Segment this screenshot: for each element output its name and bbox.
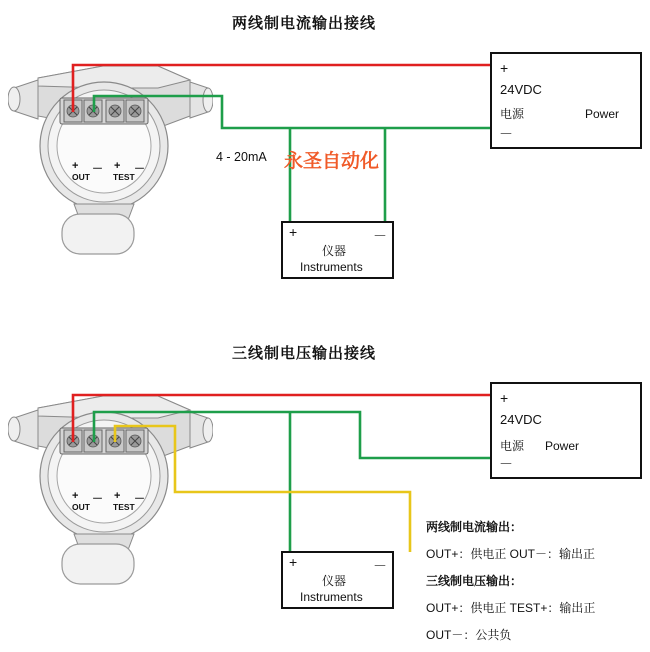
power-minus-three-wire: － [499, 456, 513, 472]
test-label-two-wire: TEST [113, 172, 135, 182]
test-label-three-wire: TEST [113, 502, 135, 512]
terminal-mark-5: + [72, 490, 79, 502]
legend-line-1: 两线制电流输出： [426, 520, 523, 534]
instrument-en-two-wire: Instruments [300, 260, 363, 274]
out-label-two-wire: OUT [72, 172, 90, 182]
legend-line-4: OUT+：供电正 TEST+：输出正 [426, 601, 596, 615]
instrument-plus-two-wire: + [289, 224, 298, 240]
watermark-text: 永圣自动化 [284, 151, 380, 172]
power-plus-two-wire: + [500, 60, 509, 76]
power-plus-three-wire: + [500, 390, 509, 406]
terminal-mark-7: + [114, 490, 121, 502]
terminal-mark-3: + [114, 160, 121, 172]
instrument-cn-three-wire: 仪器 [322, 574, 347, 588]
power-voltage-two-wire: 24VDC [500, 82, 542, 97]
legend-line-2: OUT+：供电正 OUT－：输出正 [426, 547, 596, 561]
instrument-en-three-wire: Instruments [300, 590, 363, 604]
instrument-cn-two-wire: 仪器 [322, 244, 347, 258]
instrument-plus-three-wire: + [289, 554, 298, 570]
instrument-minus-three-wire: － [373, 558, 387, 574]
terminal-mark-8: － [134, 493, 145, 505]
power-en-two-wire: Power [585, 107, 620, 121]
instrument-minus-two-wire: － [373, 228, 387, 244]
section-title-two-wire: 两线制电流输出接线 [232, 15, 377, 32]
terminal-mark-1: + [72, 160, 79, 172]
signal-range-label: 4 - 20mA [216, 150, 267, 164]
power-minus-two-wire: － [499, 126, 513, 142]
power-cn-three-wire: 电源 [500, 439, 525, 453]
out-label-three-wire: OUT [72, 502, 90, 512]
legend-line-3: 三线制电压输出： [426, 574, 523, 588]
section-title-three-wire: 三线制电压输出接线 [232, 345, 377, 362]
terminal-mark-4: － [134, 163, 145, 175]
terminal-mark-6: － [92, 493, 103, 505]
legend-line-5: OUT－：公共负 [426, 628, 512, 642]
power-voltage-three-wire: 24VDC [500, 412, 542, 427]
terminal-mark-2: － [92, 163, 103, 175]
power-en-three-wire: Power [545, 439, 580, 453]
power-cn-two-wire: 电源 [500, 107, 525, 121]
